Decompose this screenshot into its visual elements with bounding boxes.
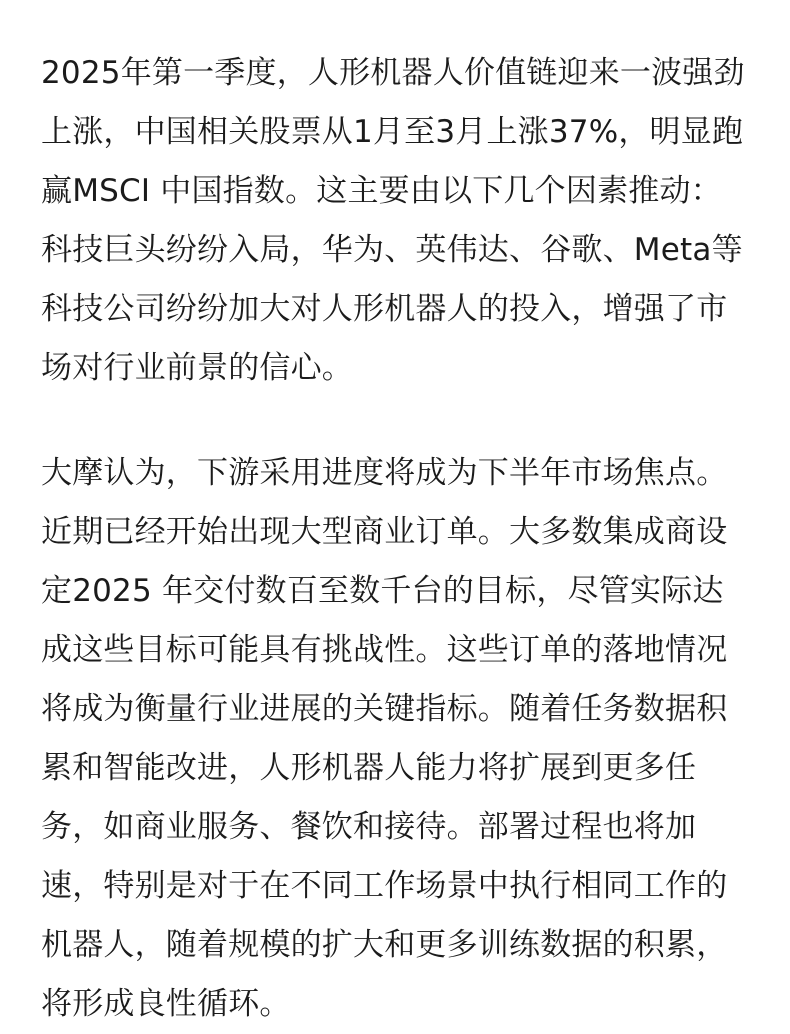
- article-paragraph-1: 2025年第一季度，人形机器人价值链迎来一波强劲上涨，中国相关股票从1月至3月上涨37%，明显跑赢MSCI 中国指数。这主要由以下几个因素推动：科技巨头纷纷入局，华为、英伟达、谷歌、Meta等科技公司纷纷加大对人形机器人的投入，增强了市场对行业前景的信心。: [41, 55, 745, 386]
- article-paragraph-2: 大摩认为，下游采用进度将成为下半年市场焦点。近期已经开始出现大型商业订单。大多数集成商设定2025 年交付数百至数千台的目标，尽管实际达成这些目标可能具有挑战性。这些订单的落地情况将成为衡量行业进展的关键指标。随着任务数据积累和智能改进，人形机器人能力将扩展到更多任务，如商业服务、餐饮和接待。部署过程也将加速，特别是对于在不同工作场景中执行相同工作的机器人，随着规模的扩大和更多训练数据的积累，将形成良性循环。: [41, 455, 728, 1022]
